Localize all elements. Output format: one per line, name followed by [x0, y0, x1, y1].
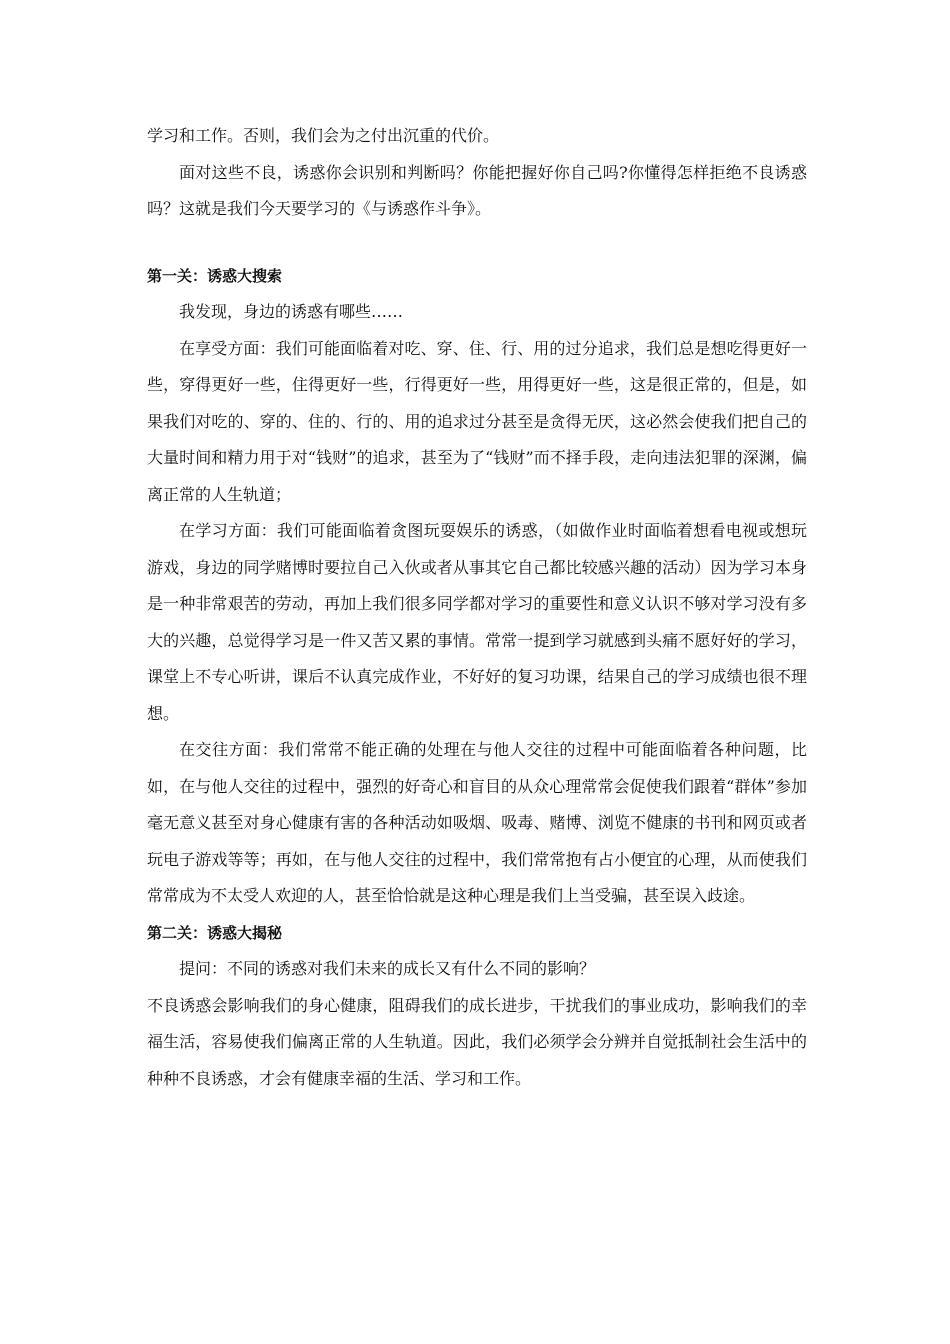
section-1-paragraph-2: 在享受方面：我们可能面临着对吃、穿、住、行、用的过分追求，我们总是想吃得更好一些，穿得更好一些，住得更好一些，行得更好一些，用得更好一些，这是很正常的，但是，如果我们对吃的、穿的、住的、行的、用的追求过分甚至是贪得无厌，这必然会使我们把自己的大量时间和精力用于对“钱财”的追求，甚至为了“钱财”而不择手段，走向违法犯罪的深渊，偏离正常的人生轨道；: [147, 338, 807, 504]
intro-paragraph-2: 面对这些不良，诱惑你会识别和判断吗？你能把握好你自己吗?你懂得怎样拒绝不良诱惑吗？这就是我们今天要学习的《与诱惑作斗争》。: [147, 162, 807, 218]
document-body: [147, 118, 807, 1097]
section-2-paragraph-2: 不良诱惑会影响我们的身心健康，阻碍我们的成长进步，干扰我们的事业成功，影响我们的幸福生活，容易使我们偏离正常的人生轨道。因此，我们必须学会分辨并自觉抵制社会生活中的种种不良诱惑，才会有健康幸福的生活、学习和工作。: [147, 995, 807, 1088]
section-2-paragraph-1: 提问：不同的诱惑对我们未来的成长又有什么不同的影响？: [179, 959, 596, 978]
section-1-paragraph-4: 在交往方面：我们常常不能正确的处理在与他人交往的过程中可能面临着各种问题，比如，在与他人交往的过程中，强烈的好奇心和盲目的从众心理常常会促使我们跟着“群体”参加毫无意义甚至对身心健康有害的各种活动如吸烟、吸毒、赌博、浏览不健康的书刊和网页或者玩电子游戏等等；再如，在与他人交往的过程中，我们常常抱有占小便宜的心理，从而使我们常常成为不太受人欢迎的人，甚至恰恰就是这种心理是我们上当受骗，甚至误入歧途。: [147, 740, 807, 905]
intro-paragraph-1: 学习和工作。否则，我们会为之付出沉重的代价。: [147, 126, 500, 145]
section-1-paragraph-3: 在学习方面：我们可能面临着贪图玩耍娱乐的诱惑，（如做作业时面临着想看电视或想玩游戏，身边的同学赌博时要拉自己入伙或者从事其它自己都比较感兴趣的活动）因为学习本身是一种非常艰苦的劳动，再加上我们很多同学都对学习的重要性和意义认识不够对学习没有多大的兴趣，总觉得学习是一件又苦又累的事情。常常一提到学习就感到头痛不愿好好的学习，课堂上不专心听讲，课后不认真完成作业，不好好的复习功课，结果自己的学习成绩也很不理想。: [147, 521, 807, 723]
section-1-paragraph-1: 我发现，身边的诱惑有哪些……: [179, 302, 404, 321]
section-spacer: [147, 228, 807, 258]
section-2-heading: 第二关：诱惑大揭秘: [147, 923, 283, 942]
section-1-heading: 第一关：诱惑大搜索: [147, 266, 283, 285]
